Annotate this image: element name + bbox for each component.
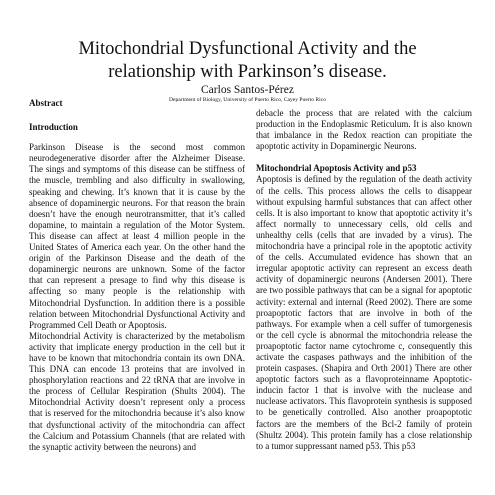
right-paragraph-1: debacle the process that are related with the calcium production in the Endoplasmic Reticulum. It is also known that imbalance in the Redox reaction can propitiate the apoptotic activity in Dopaminergic Neurons. bbox=[256, 108, 472, 152]
author-name: Carlos Santos-Pérez bbox=[201, 84, 294, 96]
right-column bbox=[256, 108, 472, 452]
author-affiliation: Department of Biology, University of Puerto Rico, Cayey Puerto Rico bbox=[168, 97, 326, 103]
abstract-heading: Abstract bbox=[29, 98, 63, 108]
apoptosis-heading: Mitochondrial Apoptosis Activity and p53 bbox=[256, 163, 417, 174]
introduction-heading: Introduction bbox=[29, 122, 78, 133]
intro-paragraph-2: Mitochondrial Activity is characterized by the metabolism activity that implicate energy production in the cell but it have to be known that mitochondria contain its own DNA. This DNA can encode 13 proteins that are involved in phosphorylation reactions and 22 tRNA that are involve in the process of Cellular Respiration (Shults 2004). The Mitochondrial Activity doesn’t represent only a process that is reserved for the mitochondria because it’s also know that dysfunctional activity of the mitochondria can affect the Calcium and Potassium Channels (that are related with the synaptic activity between the neurons) and bbox=[29, 330, 245, 452]
paper-title: Mitochondrial Dysfunctional Activity and the relationship with Parkinson’s disease. bbox=[78, 39, 417, 82]
apoptosis-paragraph: Apoptosis is defined by the regulation of the death activity of the cells. This process allows the cells to disappear without expulsing harmful substances that can affect other cells. It is also important to know that apoptotic activity it’s affect normally to unnecessary cells, old cells and unhealthy cells (cells that are invaded by a virus). The mitochondria have a principal role in the apoptotic activity of the cells. Accumulated evidence has shown that an irregular apoptotic activity can represent an excess death activity of dopaminergic neurons (Andersen 2001). There are two possible pathways that can be a signal for apoptotic activity: external and internal (Reed 2002). There are some proapoptotic factors that are involve in both of the pathways. For example when a cell suffer of tumorgenesis or the cell cycle is abnormal the mitochondria release the proapoptotic factor name cytochrome c, consequently this activate the caspases pathways and the inhibition of the protein caspases. (Shapira and Orth 2001) There are other apoptotic factors such as a flavoproteinname Apoptotic-inducin factor 1 that is involve with the nuclease and nuclease activators. This flavoprotein synthesis is supposed to be genetically controlled. Also another proapoptotic factors are the members of the Bcl-2 family of protein (Shultz 2004). This protein family has a close relationship to a tumor suppressant named p53. This p53 bbox=[256, 174, 472, 451]
left-column bbox=[29, 98, 245, 453]
intro-paragraph-1: Parkinson Disease is the second most common neurodegenerative disorder after the Alzheimer Disease. The sings and symptoms of this disease can be stiffness of the muscle, trembling and also difficulty in swallowing, speaking and chewing. It’s known that it is cause by the absence of dopaminergic neurons. For that reason the brain doesn’t have the enough neurotransmitter, that it’s called dopamine, to maintain a regulation of the Motor System. This disease can affect at least 4 million people in the United States of America each year. On the other hand the origin of the Parkinson Disease and the death of the dopaminergic neurons are unknown. Some of the factor that can represent a presage to find why this disease is affecting so many people is the relationship with Mitochondrial Dysfunction. In addition there is a possible relation between Mitochondrial Dysfunctional Activity and Programmed Cell Death or Apoptosis. bbox=[29, 142, 245, 330]
